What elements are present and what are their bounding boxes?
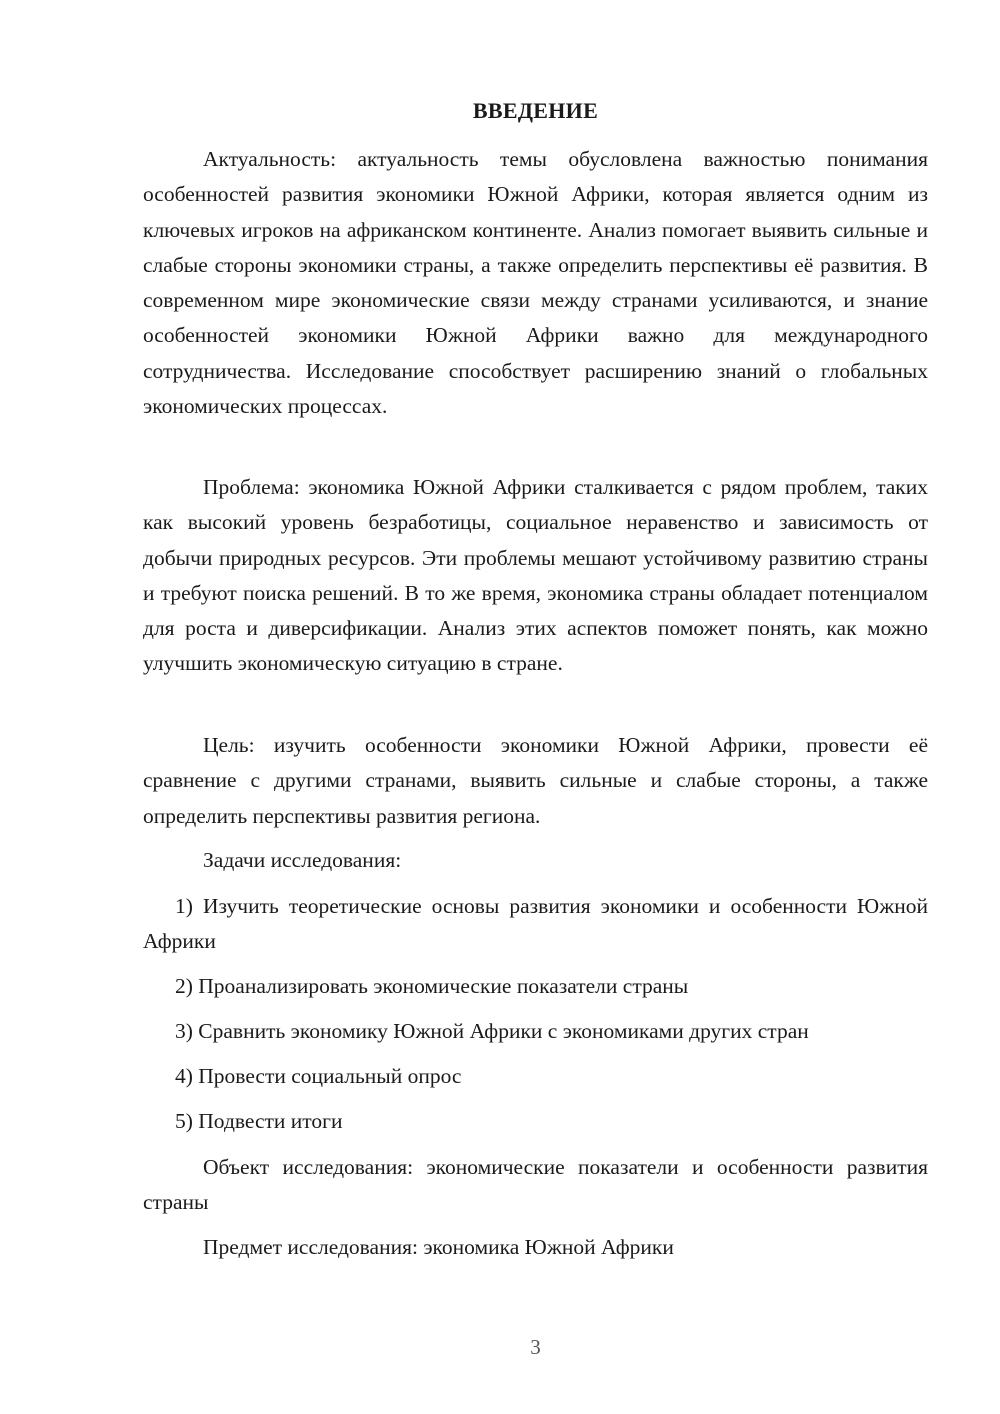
subject-paragraph: Предмет исследования: экономика Южной Африки bbox=[203, 1235, 674, 1259]
task-item-4: 4) Провести социальный опрос bbox=[175, 1064, 462, 1088]
task-item-1: 1) Изучить теоретические основы развития экономики и особенности Южной Африки bbox=[143, 894, 928, 954]
page-number: 3 bbox=[530, 1335, 541, 1359]
relevance-paragraph: Актуальность: актуальность темы обусловлена важностью понимания особенностей развития экономики Южной Африки, которая является одним из ключевых игроков на африканском континенте. Анализ помогает выявить сильные и слабые стороны экономики страны, а также определить перспективы её развития. В современном мире экономические связи между странами усиливаются, и знание особенностей экономики Южной Африки важно для международного сотрудничества. Исследование способствует расширению знаний о глобальных экономических процессах. bbox=[143, 147, 928, 419]
object-paragraph: Объект исследования: экономические показатели и особенности развития страны bbox=[143, 1155, 928, 1215]
task-item-2: 2) Проанализировать экономические показатели страны bbox=[175, 974, 689, 998]
goal-paragraph: Цель: изучить особенности экономики Южной Африки, провести её сравнение с другими странами, выявить сильные и слабые стороны, а также определить перспективы развития региона. bbox=[143, 733, 928, 828]
problem-paragraph: Проблема: экономика Южной Африки сталкивается с рядом проблем, таких как высокий уровень безработицы, социальное неравенство и зависимость от добычи природных ресурсов. Эти проблемы мешают устойчивому развитию страны и требуют поиска решений. В то же время, экономика страны обладает потенциалом для роста и диверсификации. Анализ этих аспектов поможет понять, как можно улучшить экономическую ситуацию в стране. bbox=[143, 475, 928, 676]
task-item-3: 3) Сравнить экономику Южной Африки с экономиками других стран bbox=[175, 1019, 809, 1043]
tasks-heading: Задачи исследования: bbox=[203, 848, 402, 872]
task-item-5: 5) Подвести итоги bbox=[175, 1109, 343, 1133]
section-title: ВВЕДЕНИЕ bbox=[472, 98, 599, 123]
